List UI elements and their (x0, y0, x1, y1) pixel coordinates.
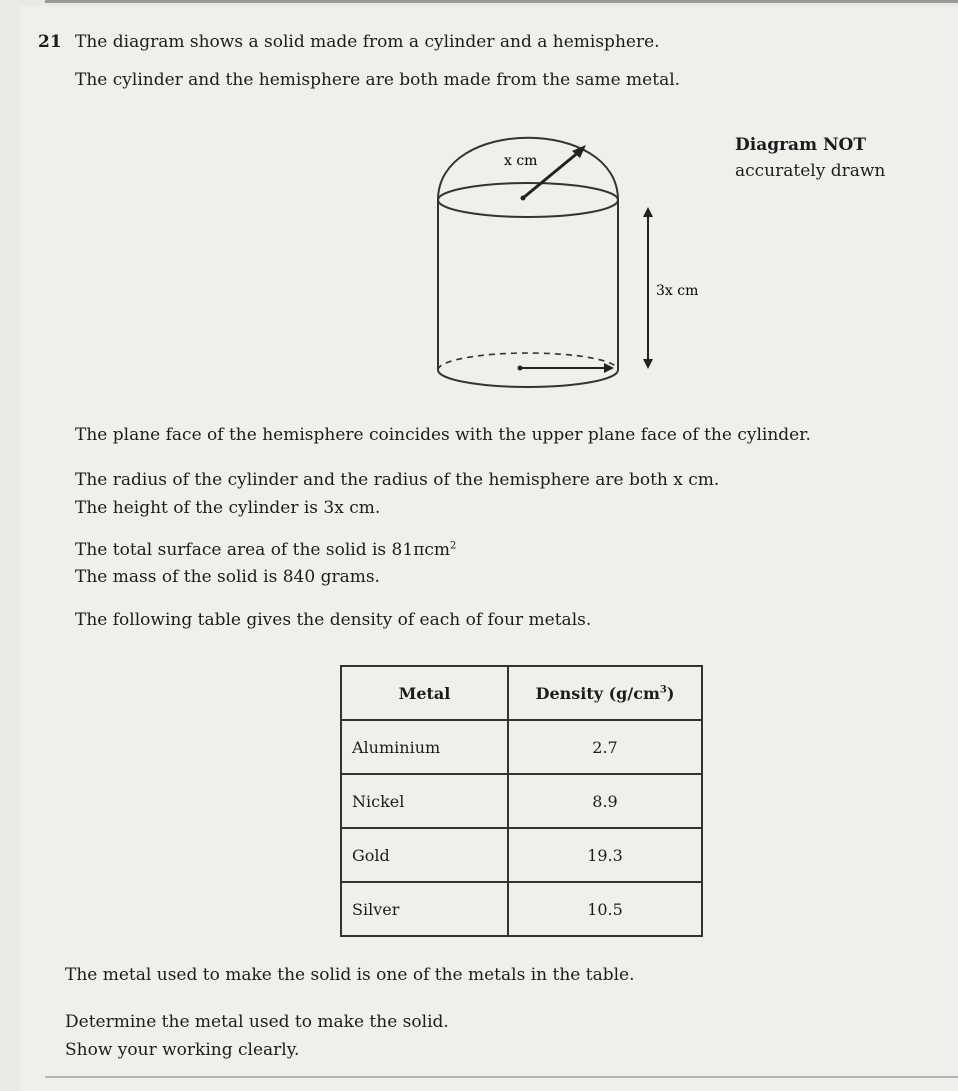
header-metal: Metal (341, 666, 508, 720)
cylinder-hemisphere-diagram (420, 135, 720, 405)
radius-label: x cm (504, 153, 538, 169)
task-line-1: Determine the metal used to make the solid. (65, 1012, 449, 1032)
page-rule-top (45, 0, 958, 3)
header-density-text: Density (g/cm (535, 683, 660, 703)
cylinder-top-ellipse (438, 183, 618, 217)
metal-cell: Aluminium (341, 720, 508, 774)
metal-cell: Gold (341, 828, 508, 882)
fact-surface-area (75, 540, 456, 560)
conclusion-line: The metal used to make the solid is one of the metals in the table. (65, 965, 635, 985)
header-density-exponent: 3 (659, 684, 667, 696)
table-header-row (341, 666, 702, 720)
diagram-note-line-2: accurately drawn (735, 161, 886, 181)
height-label: 3x cm (656, 283, 699, 299)
diagram-note-line-1: Diagram NOT (735, 135, 866, 155)
question-number: 21 (38, 32, 62, 52)
fact-height: The height of the cylinder is 3x cm. (75, 498, 381, 518)
metal-cell: Silver (341, 882, 508, 936)
density-cell: 2.7 (508, 720, 702, 774)
intro-line-2: The cylinder and the hemisphere are both made from the same metal. (75, 70, 681, 90)
metal-cell: Nickel (341, 774, 508, 828)
table-intro: The following table gives the density of each of four metals. (75, 610, 592, 630)
intro-line-1: The diagram shows a solid made from a cylinder and a hemisphere. (75, 32, 660, 52)
surface-area-text: The total surface area of the solid is 81πcm (75, 540, 451, 560)
header-density-close: ) (666, 683, 675, 703)
table-row (341, 720, 702, 774)
density-table (340, 665, 703, 937)
header-density (508, 666, 702, 720)
density-cell: 10.5 (508, 882, 702, 936)
table-row (341, 882, 702, 936)
task-line-2: Show your working clearly. (65, 1040, 300, 1060)
table-row (341, 774, 702, 828)
density-cell: 19.3 (508, 828, 702, 882)
page-rule-bottom (45, 1076, 958, 1078)
fact-mass: The mass of the solid is 840 grams. (75, 567, 380, 587)
cylinder-bottom-front (438, 370, 618, 387)
fact-plane-face: The plane face of the hemisphere coincides with the upper plane face of the cylinder. (75, 425, 811, 445)
height-arrowhead-bottom (643, 359, 653, 369)
height-arrowhead-top (643, 207, 653, 217)
surface-area-exponent: 2 (450, 540, 457, 552)
fact-radius: The radius of the cylinder and the radius of the hemisphere are both x cm. (75, 470, 720, 490)
density-cell: 8.9 (508, 774, 702, 828)
table-row (341, 828, 702, 882)
